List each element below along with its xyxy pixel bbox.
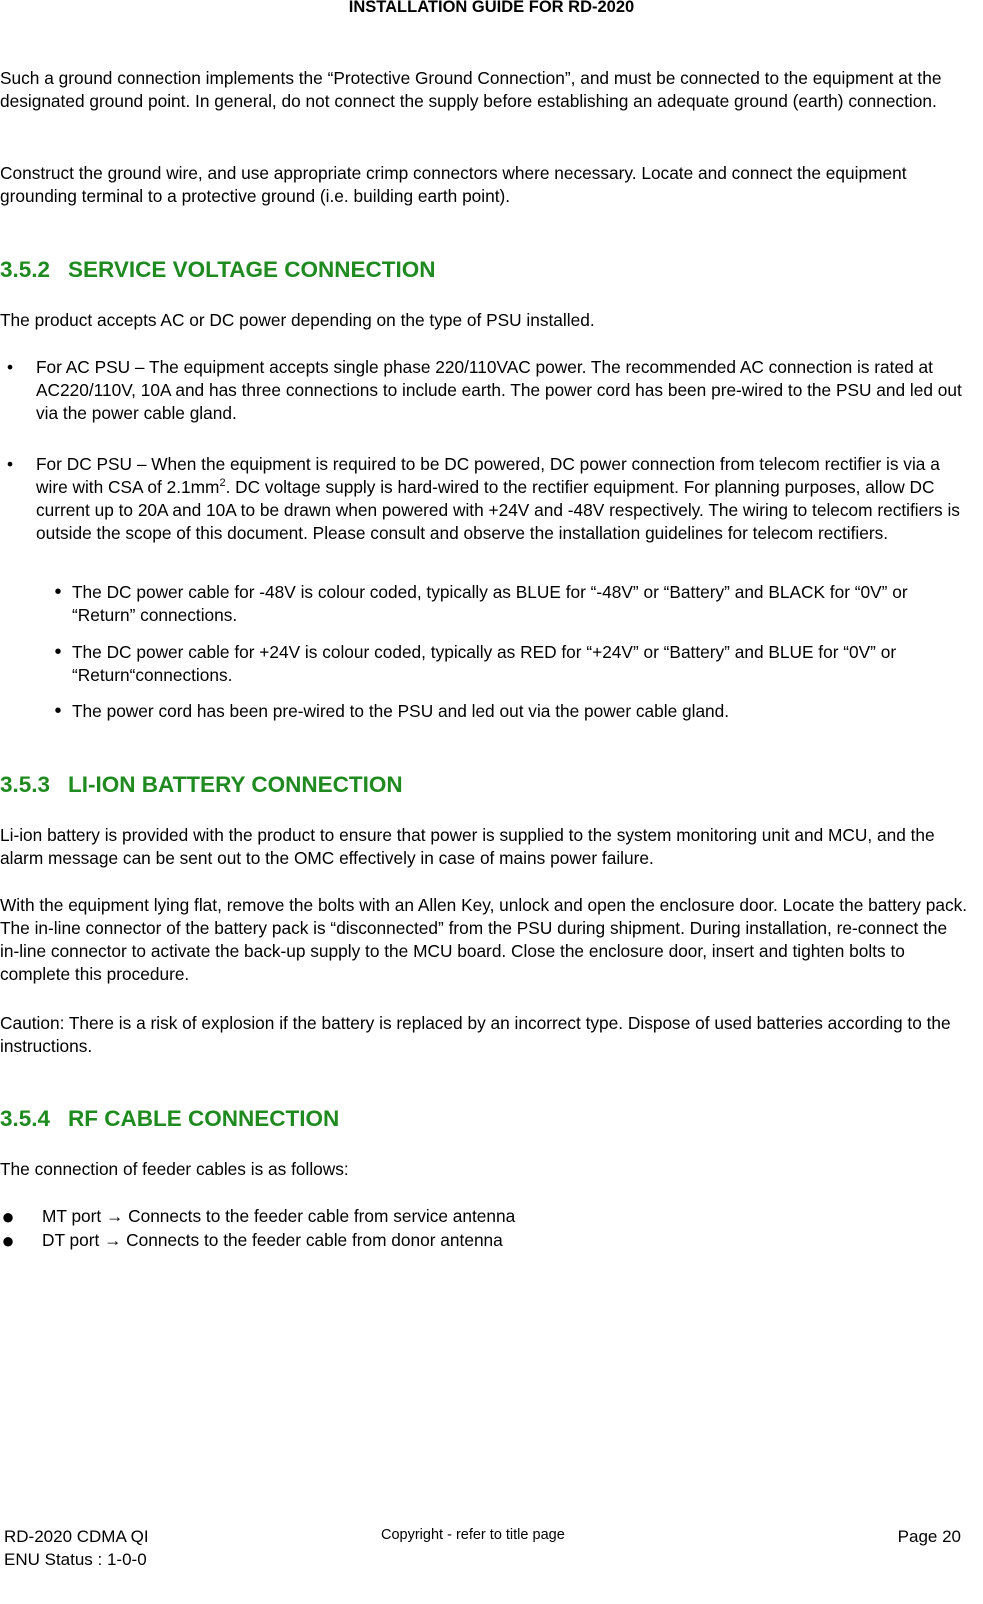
sub-bullet-dot-icon: • [54, 641, 62, 663]
footer-document-id: RD-2020 CDMA QI [4, 1527, 149, 1546]
section-title: LI-ION BATTERY CONNECTION [68, 772, 403, 797]
section-heading-3-5-4 [0, 1105, 339, 1133]
dc-sub-item-3: The power cord has been pre-wired to the PSU and led out via the power cable gland. [72, 701, 730, 721]
dc-psu-item [36, 453, 970, 545]
section-heading-3-5-3 [0, 771, 403, 799]
footer-copyright: Copyright - refer to title page [381, 1527, 565, 1543]
big-bullet-dot-icon: ● [1, 1228, 15, 1253]
dc-psu-text-a: For DC PSU – When the equipment is required to be DC powered, DC power connection from telecom rectifier is via a wire with CSA of 2.1mm [36, 454, 940, 497]
dc-sub-item-1: The DC power cable for -48V is colour coded, typically as BLUE for “-48V” or “Battery” and BLACK for “0V” or “Return” connections. [72, 582, 908, 625]
section-title: SERVICE VOLTAGE CONNECTION [68, 257, 436, 282]
dc-sub-item-2: The DC power cable for +24V is colour coded, typically as RED for “+24V” or “Battery” and BLUE for “0V” or “Return“connections. [72, 642, 897, 685]
page-header-title: INSTALLATION GUIDE FOR RD-2020 [348, 0, 635, 16]
battery-paragraph-1: Li-ion battery is provided with the product to ensure that power is supplied to the system monitoring unit and MCU, and the alarm message can be sent out to the OMC effectively in case of mains power failure. [0, 825, 935, 868]
section-number: 3.5.3 [0, 772, 51, 797]
dc-psu-text-b: . DC voltage supply is hard-wired to the rectifier equipment. For planning purposes, allow DC current up to 20A and 10A to be drawn when powered with +24V and -48V respectively. The wiring to telecom rectifiers is outside the scope of this document. Please consult and observe the installation guidelines for telecom rectifiers. [36, 477, 960, 543]
dc-psu-superscript: 2 [219, 477, 226, 490]
footer-status: ENU Status : 1-0-0 [4, 1550, 147, 1569]
section-number: 3.5.4 [0, 1106, 51, 1131]
footer-page-number: Page 20 [897, 1527, 961, 1546]
rf-item-mt-port: MT port → Connects to the feeder cable from service antenna [42, 1206, 516, 1226]
section-3-5-2-intro: The product accepts AC or DC power depending on the type of PSU installed. [0, 310, 595, 330]
section-number: 3.5.2 [0, 257, 51, 282]
ac-psu-item: For AC PSU – The equipment accepts single phase 220/110VAC power. The recommended AC connection is rated at AC220/110V, 10A and has three connections to include earth. The power cord has been pre-wired to the PSU and led out via the power cable gland. [36, 357, 962, 423]
battery-caution: Caution: There is a risk of explosion if the battery is replaced by an incorrect type. Dispose of used batteries according to the instructions. [0, 1013, 951, 1056]
intro-paragraph-2: Construct the ground wire, and use appropriate crimp connectors where necessary. Locate and connect the equipment grounding terminal to a protective ground (i.e. building earth point). [0, 163, 907, 206]
battery-paragraph-2: With the equipment lying flat, remove the bolts with an Allen Key, unlock and open the enclosure door. Locate the battery pack. The in-line connector of the battery pack is “disconnected” from the PSU during shipment. During installation, re-connect the in-line connector to activate the back-up supply to the MCU board. Close the enclosure door, insert and tighten bolts to complete this procedure. [0, 895, 968, 984]
section-title: RF CABLE CONNECTION [68, 1106, 340, 1131]
section-heading-3-5-2 [0, 256, 436, 284]
bullet-dot-icon: • [6, 454, 14, 474]
intro-paragraph-1: Such a ground connection implements the “Protective Ground Connection”, and must be connected to the equipment at the designated ground point. In general, do not connect the supply before establishing an adequate ground (earth) connection. [0, 68, 942, 111]
rf-item-dt-port: DT port → Connects to the feeder cable from donor antenna [42, 1230, 503, 1250]
rf-intro: The connection of feeder cables is as follows: [0, 1159, 349, 1179]
sub-bullet-dot-icon: • [54, 581, 62, 603]
sub-bullet-dot-icon: • [54, 700, 62, 722]
big-bullet-dot-icon: ● [1, 1204, 15, 1229]
bullet-dot-icon: • [6, 357, 14, 377]
